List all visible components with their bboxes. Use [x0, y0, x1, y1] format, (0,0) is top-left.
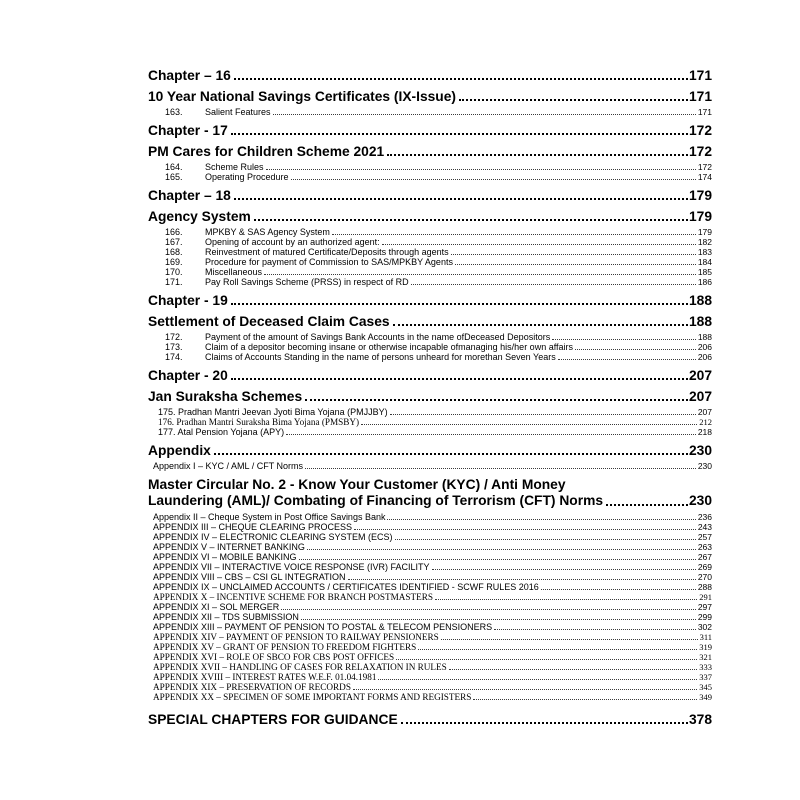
toc-entry: [148, 552, 712, 562]
entry-page-number: 267: [697, 552, 712, 562]
entry-page-number: 230: [697, 461, 712, 471]
entry-text: APPENDIX XII – TDS SUBMISSION: [153, 612, 299, 622]
heading-page-number: 172: [688, 144, 712, 159]
dot-leader: [441, 639, 698, 640]
dot-leader: [301, 619, 696, 620]
entry-number: 167.: [165, 237, 183, 247]
dot-leader: [390, 414, 696, 415]
entry-page-number: 188: [697, 332, 712, 342]
toc-entry: [148, 461, 712, 471]
dot-leader: [361, 424, 697, 425]
toc-entry: [148, 427, 712, 437]
toc-entry: [148, 682, 712, 692]
entry-page-number: 345: [699, 682, 712, 692]
toc-entry: [148, 592, 712, 602]
entry-text: APPENDIX XVIII – INTEREST RATES W.E.F. 01.04.1981: [153, 672, 377, 682]
entry-text: APPENDIX XIV – PAYMENT OF PENSION TO RAILWAY PENSIONERS: [153, 632, 439, 642]
entry-page-number: 183: [697, 247, 712, 257]
heading-text: Laundering (AML)/ Combating of Financing of Terrorism (CFT) Norms: [148, 493, 604, 508]
entry-page-number: 185: [697, 267, 712, 277]
entry-text: Reinvestment of matured Certificate/Deposits through agents: [205, 247, 449, 257]
entry-text: APPENDIX XIX – PRESERVATION OF RECORDS: [153, 682, 351, 692]
entry-page-number: 297: [697, 602, 712, 612]
entry-text: APPENDIX XI – SOL MERGER: [153, 602, 280, 612]
entry-page-number: 184: [697, 257, 712, 267]
toc-entry: [148, 237, 712, 247]
entry-text: 175. Pradhan Mantri Jeevan Jyoti Bima Yojana (PMJJBY): [158, 407, 388, 417]
entry-page-number: 218: [697, 427, 712, 437]
toc-heading: [148, 144, 712, 159]
toc-entry: [148, 267, 712, 277]
toc-heading: [148, 712, 712, 727]
toc-entry: [148, 247, 712, 257]
entry-text: Salient Features: [205, 107, 271, 117]
dot-leader: [558, 359, 696, 360]
dot-leader: [305, 468, 696, 469]
entry-number: 163.: [165, 107, 183, 117]
dot-leader: [332, 234, 696, 235]
entry-text: Pay Roll Savings Scheme (PRSS) in respect of RD: [205, 277, 409, 287]
dot-leader: [432, 569, 696, 570]
toc-entry: [148, 582, 712, 592]
table-of-contents: [148, 68, 712, 727]
entry-text: APPENDIX IV – ELECTRONIC CLEARING SYSTEM (ECS): [153, 532, 393, 542]
toc-heading: [148, 443, 712, 458]
entry-text: MPKBY & SAS Agency System: [205, 227, 330, 237]
dot-leader: [266, 169, 696, 170]
toc-entry: [148, 227, 712, 237]
entry-page-number: 333: [699, 662, 712, 672]
entry-number: 166.: [165, 227, 183, 237]
entry-number: 171.: [165, 277, 183, 287]
dot-leader: [411, 284, 696, 285]
heading-dot-leader: [401, 722, 688, 724]
entry-text: Payment of the amount of Savings Bank Accounts in the name ofDeceased Depositors: [205, 332, 551, 342]
entry-text: APPENDIX IX – UNCLAIMED ACCOUNTS / CERTIFICATES IDENTIFIED - SCWF RULES 2016: [153, 582, 539, 592]
heading-text: PM Cares for Children Scheme 2021: [148, 144, 385, 159]
dot-leader: [451, 254, 696, 255]
entry-page-number: 207: [697, 407, 712, 417]
entry-number: 174.: [165, 352, 183, 362]
entry-page-number: 171: [697, 107, 712, 117]
heading-dot-leader: [234, 198, 688, 200]
entry-page-number: 212: [699, 417, 712, 427]
heading-page-number: 188: [688, 314, 712, 329]
entry-text: APPENDIX XVII – HANDLING OF CASES FOR RELAXATION IN RULES: [153, 662, 447, 672]
toc-entry: [148, 542, 712, 552]
heading-dot-leader: [393, 324, 688, 326]
entry-page-number: 179: [697, 227, 712, 237]
heading-page-number: 179: [688, 209, 712, 224]
dot-leader: [378, 679, 697, 680]
heading-text: 10 Year National Savings Certificates (IX-Issue): [148, 89, 457, 104]
toc-entry: [148, 622, 712, 632]
entry-text: Miscellaneous: [205, 267, 263, 277]
dot-leader: [382, 244, 696, 245]
entry-text: APPENDIX V – INTERNET BANKING: [153, 542, 305, 552]
heading-dot-leader: [606, 504, 688, 506]
dot-leader: [552, 339, 696, 340]
heading-page-number: 207: [688, 389, 712, 404]
dot-leader: [395, 539, 696, 540]
entry-page-number: 206: [697, 342, 712, 352]
toc-entry: [148, 417, 712, 427]
entry-text: 176. Pradhan Mantri Suraksha Bima Yojana (PMSBY): [158, 417, 360, 427]
dot-leader: [541, 589, 696, 590]
dot-leader: [299, 559, 696, 560]
entry-text: Opening of account by an authorized agent:: [205, 237, 380, 247]
dot-leader: [354, 529, 696, 530]
toc-heading: [148, 314, 712, 329]
entry-text: 177. Atal Pension Yojana (APY): [158, 427, 285, 437]
toc-entry: [148, 672, 712, 682]
toc-heading: [148, 368, 712, 383]
heading-dot-leader: [234, 78, 688, 80]
entry-page-number: 321: [699, 652, 712, 662]
heading-text: Chapter - 20: [148, 368, 228, 383]
heading-page-number: 188: [688, 293, 712, 308]
entry-number: 168.: [165, 247, 183, 257]
entry-text: APPENDIX XVI – ROLE OF SBCO FOR CBS POST OFFICES: [153, 652, 395, 662]
entry-page-number: 269: [697, 562, 712, 572]
dot-leader: [264, 274, 696, 275]
entry-page-number: 291: [699, 592, 712, 602]
entry-text: APPENDIX XX – SPECIMEN OF SOME IMPORTANT FORMS AND REGISTERS: [153, 692, 472, 702]
toc-heading-line1: Master Circular No. 2 - Know Your Customer (KYC) / Anti Money: [148, 477, 566, 492]
toc-entry: [148, 662, 712, 672]
toc-entry: [148, 342, 712, 352]
toc-heading-line2: [148, 493, 712, 509]
toc-entry: [148, 692, 712, 702]
heading-text: SPECIAL CHAPTERS FOR GUIDANCE: [148, 712, 398, 727]
dot-leader: [449, 669, 698, 670]
entry-page-number: 311: [699, 632, 712, 642]
entry-number: 173.: [165, 342, 183, 352]
toc-entry: [148, 642, 712, 652]
dot-leader: [396, 659, 697, 660]
heading-text: Chapter – 16: [148, 68, 231, 83]
entry-number: 164.: [165, 162, 183, 172]
toc-heading: [148, 293, 712, 308]
entry-page-number: 174: [697, 172, 712, 182]
heading-page-number: 171: [688, 68, 712, 83]
entry-text: Procedure for payment of Commission to SAS/MPKBY Agents: [205, 257, 453, 267]
dot-leader: [273, 114, 696, 115]
dot-leader: [307, 549, 696, 550]
heading-dot-leader: [254, 219, 688, 221]
entry-text: APPENDIX VIII – CBS – CSI GL INTEGRATION: [153, 572, 346, 582]
entry-page-number: 299: [697, 612, 712, 622]
entry-page-number: 236: [697, 512, 712, 522]
entry-text: APPENDIX XV – GRANT OF PENSION TO FREEDOM FIGHTERS: [153, 642, 417, 652]
toc-heading: [148, 68, 712, 83]
entry-text: APPENDIX III – CHEQUE CLEARING PROCESS: [153, 522, 353, 532]
entry-page-number: 319: [699, 642, 712, 652]
dot-leader: [418, 649, 697, 650]
heading-page-number: 230: [688, 443, 712, 458]
toc-entry: [148, 512, 712, 522]
entry-page-number: 263: [697, 542, 712, 552]
toc-heading: [148, 89, 712, 104]
toc-entry: [148, 522, 712, 532]
heading-text: Chapter - 17: [148, 123, 228, 138]
heading-dot-leader: [214, 453, 688, 455]
toc-entry: [148, 277, 712, 287]
heading-text: Settlement of Deceased Claim Cases: [148, 314, 390, 329]
entry-page-number: 172: [697, 162, 712, 172]
toc-entry: [148, 172, 712, 182]
dot-leader: [387, 519, 695, 520]
entry-page-number: 302: [697, 622, 712, 632]
toc-heading: [148, 389, 712, 404]
toc-entry: [148, 332, 712, 342]
entry-page-number: 288: [697, 582, 712, 592]
heading-dot-leader: [231, 303, 688, 305]
entry-text: Appendix I – KYC / AML / CFT Norms: [153, 461, 304, 471]
dot-leader: [455, 264, 696, 265]
toc-entry: [148, 632, 712, 642]
entry-text: Scheme Rules: [205, 162, 264, 172]
entry-number: 170.: [165, 267, 183, 277]
heading-page-number: 171: [688, 89, 712, 104]
heading-text: Appendix: [148, 443, 211, 458]
toc-entry: [148, 612, 712, 622]
entry-text: Appendix II – Cheque System in Post Office Savings Bank: [153, 512, 386, 522]
dot-leader: [348, 579, 696, 580]
entry-text: APPENDIX XIII – PAYMENT OF PENSION TO POSTAL & TELECOM PENSIONERS: [153, 622, 493, 632]
entry-page-number: 186: [697, 277, 712, 287]
dot-leader: [281, 609, 696, 610]
toc-heading: [148, 123, 712, 138]
heading-dot-leader: [231, 133, 688, 135]
entry-page-number: 257: [697, 532, 712, 542]
entry-page-number: 349: [699, 692, 712, 702]
entry-page-number: 337: [699, 672, 712, 682]
heading-dot-leader: [305, 399, 688, 401]
toc-entry: [148, 107, 712, 117]
toc-entry: [148, 572, 712, 582]
entry-text: Claims of Accounts Standing in the name of persons unheard for morethan Seven Years: [205, 352, 556, 362]
heading-text: Chapter - 19: [148, 293, 228, 308]
entry-text: APPENDIX X – INCENTIVE SCHEME FOR BRANCH POSTMASTERS: [153, 592, 433, 602]
heading-text: Chapter – 18: [148, 188, 231, 203]
entry-number: 169.: [165, 257, 183, 267]
toc-entry: [148, 407, 712, 417]
heading-page-number: 172: [688, 123, 712, 138]
entry-text: Claim of a depositor becoming insane or otherwise incapable ofmanaging his/her own affairs: [205, 342, 574, 352]
toc-entry: [148, 162, 712, 172]
entry-text: Operating Procedure: [205, 172, 289, 182]
toc-entry: [148, 602, 712, 612]
dot-leader: [291, 179, 696, 180]
dot-leader: [473, 699, 697, 700]
toc-heading: [148, 188, 712, 203]
heading-text: Jan Suraksha Schemes: [148, 389, 303, 404]
entry-number: 172.: [165, 332, 183, 342]
dot-leader: [494, 629, 696, 630]
toc-entry: [148, 532, 712, 542]
heading-page-number: 179: [688, 188, 712, 203]
heading-page-number: 378: [688, 712, 712, 727]
toc-heading: [148, 209, 712, 224]
heading-dot-leader: [231, 378, 688, 380]
heading-text: Agency System: [148, 209, 251, 224]
dot-leader: [575, 349, 696, 350]
entry-page-number: 206: [697, 352, 712, 362]
dot-leader: [286, 434, 696, 435]
toc-entry: [148, 562, 712, 572]
entry-text: APPENDIX VI – MOBILE BANKING: [153, 552, 297, 562]
entry-page-number: 270: [697, 572, 712, 582]
heading-page-number: 230: [688, 493, 712, 508]
dot-leader: [435, 599, 697, 600]
heading-dot-leader: [459, 99, 688, 101]
entry-page-number: 182: [697, 237, 712, 247]
entry-text: APPENDIX VII – INTERACTIVE VOICE RESPONSE (IVR) FACILITY: [153, 562, 430, 572]
dot-leader: [353, 689, 697, 690]
entry-page-number: 243: [697, 522, 712, 532]
toc-entry: [148, 257, 712, 267]
toc-entry: [148, 352, 712, 362]
entry-number: 165.: [165, 172, 183, 182]
toc-entry: [148, 652, 712, 662]
heading-page-number: 207: [688, 368, 712, 383]
heading-dot-leader: [387, 154, 688, 156]
